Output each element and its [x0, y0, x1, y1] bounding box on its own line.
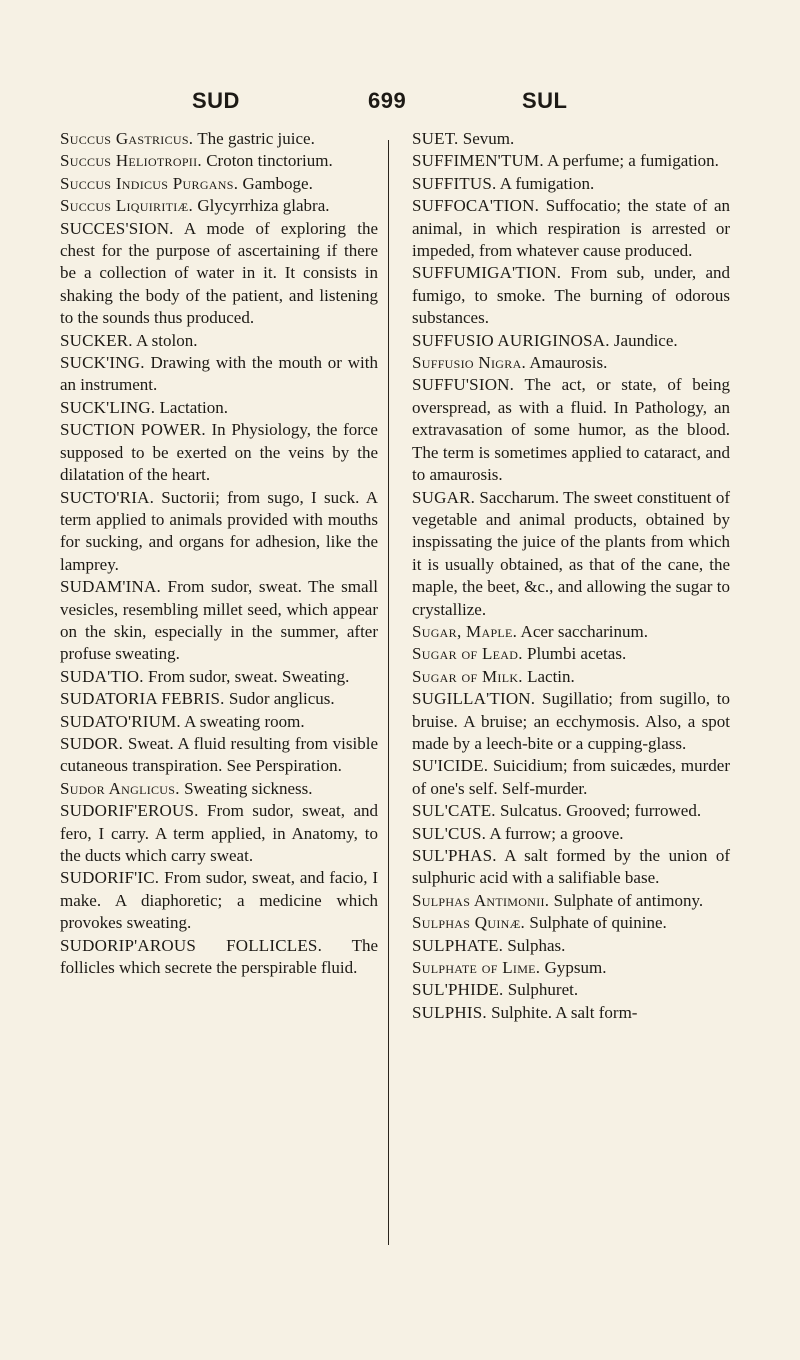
dictionary-entry	[60, 867, 378, 934]
dictionary-entry	[60, 195, 378, 217]
entry-headword: SUDORIF'EROUS.	[60, 801, 199, 821]
entry-definition: A sweating room.	[180, 711, 305, 731]
entry-headword: SUDORIF'IC.	[60, 868, 160, 888]
entry-definition: Acer saccharinum.	[517, 621, 648, 641]
entry-definition: From sudor, sweat, and facio, I make. A diaphoretic; a medicine which provokes sweating.	[60, 868, 378, 933]
dictionary-entry	[412, 487, 730, 621]
entry-definition: In Physiology, the force supposed to be exerted on the veins by the dilatation of the heart.	[60, 420, 378, 485]
dictionary-entry	[60, 576, 378, 666]
entry-headword: SUCK'ING.	[60, 353, 145, 373]
entry-definition: Sweat. A fluid resulting from visible cutaneous transpiration. See Perspiration.	[60, 733, 378, 776]
entry-definition: Gypsum.	[540, 958, 607, 978]
dictionary-entry	[412, 374, 730, 486]
dictionary-entry	[412, 1002, 730, 1024]
entry-headword: SUCTO'RIA.	[60, 487, 155, 507]
header-left-guide-word: SUD	[192, 88, 240, 113]
entry-definition: Sugillatio; from sugillo, to bruise. A bruise; an ecchymosis. Also, a spot made by a leech-bite or a cupping-glass.	[412, 689, 730, 753]
entry-headword: SUFFIMEN'TUM.	[412, 151, 544, 171]
entry-headword: Sulphas Quinæ.	[412, 913, 526, 933]
page-number: 699	[368, 88, 407, 113]
entry-headword: Succus Heliotropii.	[60, 151, 202, 171]
dictionary-entry	[412, 643, 730, 665]
entry-headword: SULPHIS.	[412, 1002, 487, 1022]
dictionary-entry	[412, 173, 730, 195]
dictionary-entry	[412, 957, 730, 979]
entry-definition: Amaurosis.	[526, 353, 608, 373]
entry-headword: SUL'PHIDE.	[412, 980, 504, 1000]
dictionary-entry	[60, 778, 378, 800]
entry-definition: Jaundice.	[609, 330, 678, 350]
entry-definition: Sulphite. A salt form-	[486, 1002, 638, 1022]
dictionary-entry	[412, 128, 730, 150]
dictionary-entry	[60, 419, 378, 486]
entry-headword: SUCK'LING.	[60, 397, 156, 417]
entry-headword: SUGAR.	[412, 487, 476, 507]
header-right-guide-word: SUL	[522, 88, 568, 113]
entry-definition: Sevum.	[458, 129, 515, 148]
entry-headword: SULPHATE.	[412, 935, 504, 955]
dictionary-entry	[412, 912, 730, 934]
dictionary-entry	[412, 890, 730, 912]
entry-definition: Gamboge.	[238, 173, 313, 193]
entry-headword: SUCCES'SION.	[60, 218, 174, 238]
entry-headword: SUL'PHAS.	[412, 846, 497, 865]
entry-definition: Glycyrrhiza glabra.	[193, 196, 330, 216]
entry-headword: Sulphas Antimonii.	[412, 890, 550, 910]
entry-headword: SUDATO'RIUM.	[60, 711, 181, 731]
entry-definition: The act, or state, of being overspread, as with a fluid. In Pathology, an extravasation of some humor, as the blood. The term is sometimes applied to cataract, and to amaurosis.	[412, 375, 730, 485]
running-header	[0, 88, 800, 118]
entry-headword: Succus Liquiritiæ.	[60, 196, 194, 216]
entry-headword: SUGILLA'TION.	[412, 689, 536, 709]
entry-definition: Saccharum. The sweet constituent of vegetable and animal products, obtained by inspissating the juice of the plants from which it is usually obtained, as that of the cane, the maple, the beet, &c., and allowing the sugar to crystallize.	[412, 487, 730, 619]
dictionary-entry	[412, 666, 730, 688]
dictionary-entry	[60, 800, 378, 867]
dictionary-entry	[412, 935, 730, 957]
entry-definition: From sudor, sweat. The small vesicles, resembling millet seed, which appear on the skin, especially in the summer, after profuse sweating.	[60, 577, 378, 664]
entry-definition: Plumbi acetas.	[522, 644, 627, 664]
dictionary-entry	[60, 352, 378, 397]
entry-headword: SU'ICIDE.	[412, 756, 489, 776]
entry-definition: A stolon.	[132, 330, 198, 350]
entry-definition: A salt formed by the union of sulphuric acid with a salifiable base.	[412, 846, 730, 888]
entry-headword: SUFFU'SION.	[412, 375, 515, 395]
entry-definition: From sub, under, and fumigo, to smoke. The burning of odorous substances.	[412, 263, 730, 328]
dictionary-entry	[60, 173, 378, 195]
entry-definition: From sudor, sweat. Sweating.	[143, 666, 350, 686]
entry-headword: Succus Gastricus.	[60, 129, 194, 148]
left-column	[60, 128, 378, 979]
entry-definition: Sulphas.	[503, 935, 566, 955]
entry-definition: Drawing with the mouth or with an instrument.	[60, 353, 378, 395]
entry-definition: Suffocatio; the state of an animal, in which respiration is arrested or impeded, from whatever cause produced.	[412, 196, 730, 261]
entry-headword: SUET.	[412, 129, 459, 148]
entry-headword: Sugar of Milk.	[412, 666, 523, 686]
dictionary-entry	[60, 935, 378, 980]
entry-definition: The gastric juice.	[193, 129, 315, 148]
entry-definition: Suicidium; from suicædes, murder of one's self. Self-murder.	[412, 756, 730, 798]
entry-definition: Sulcatus. Grooved; furrowed.	[495, 801, 702, 821]
dictionary-entry	[60, 150, 378, 172]
entry-definition: Sudor anglicus.	[224, 689, 335, 709]
entry-headword: Succus Indicus Purgans.	[60, 173, 239, 193]
entry-definition: A perfume; a fumigation.	[543, 151, 719, 171]
dictionary-entry	[60, 218, 378, 330]
dictionary-entry	[412, 823, 730, 845]
dictionary-entry	[412, 621, 730, 643]
entry-headword: SUCKER.	[60, 330, 133, 350]
entry-definition: A fumigation.	[496, 173, 595, 193]
dictionary-entry	[60, 688, 378, 710]
entry-definition: Sweating sickness.	[179, 778, 313, 798]
entry-headword: Sudor Anglicus.	[60, 778, 180, 798]
dictionary-entry	[412, 150, 730, 172]
entry-definition: Lactation.	[155, 397, 228, 417]
dictionary-entry	[60, 733, 378, 778]
dictionary-entry	[60, 397, 378, 419]
entry-headword: SUDAM'INA.	[60, 577, 161, 597]
entry-definition: Sulphate of quinine.	[525, 913, 667, 933]
entry-headword: SUDA'TIO.	[60, 666, 144, 686]
entry-headword: Sulphate of Lime.	[412, 958, 541, 978]
dictionary-entry	[412, 845, 730, 890]
dictionary-entry	[412, 979, 730, 1001]
dictionary-entry	[60, 330, 378, 352]
entry-headword: Sugar of Lead.	[412, 644, 523, 664]
entry-headword: SUDORIP'AROUS FOLLICLES.	[60, 935, 323, 955]
entry-headword: SUL'CUS.	[412, 823, 487, 843]
entry-definition: Sulphate of antimony.	[549, 890, 704, 910]
entry-headword: SUDATORIA FEBRIS.	[60, 689, 225, 709]
entry-headword: Suffusio Nigra.	[412, 353, 527, 373]
dictionary-entry	[412, 688, 730, 755]
dictionary-entry	[412, 755, 730, 800]
dictionary-entry	[412, 330, 730, 352]
dictionary-entry	[412, 352, 730, 374]
entry-definition: A furrow; a groove.	[486, 823, 624, 843]
entry-headword: Sugar, Maple.	[412, 621, 518, 641]
dictionary-entry	[60, 128, 378, 150]
right-column	[412, 128, 730, 1024]
dictionary-entry	[60, 711, 378, 733]
entry-definition: Croton tinctorium.	[201, 151, 333, 171]
entry-definition: Sulphuret.	[503, 980, 579, 1000]
entry-definition: The follicles which secrete the perspirable fluid.	[60, 935, 379, 978]
column-divider	[388, 140, 389, 1245]
entry-headword: SUL'CATE.	[412, 801, 496, 821]
dictionary-entry	[412, 262, 730, 329]
entry-definition: Suctorii; from sugo, I suck. A term applied to animals provided with mouths for sucking, and organs for adhesion, like the lamprey.	[60, 487, 378, 574]
entry-headword: SUCTION POWER.	[60, 420, 206, 440]
entry-definition: From sudor, sweat, and fero, I carry. A term applied, in Anatomy, to the ducts which carry sweat.	[60, 801, 378, 865]
dictionary-entry	[60, 666, 378, 688]
dictionary-entry	[412, 195, 730, 262]
entry-headword: SUDOR.	[60, 733, 124, 753]
entry-headword: SUFFITUS.	[412, 173, 497, 193]
dictionary-entry	[60, 487, 378, 577]
entry-headword: SUFFUMIGA'TION.	[412, 263, 562, 283]
entry-headword: SUFFOCA'TION.	[412, 196, 540, 216]
dictionary-entry	[412, 800, 730, 822]
entry-definition: Lactin.	[522, 666, 575, 686]
entry-definition: A mode of exploring the chest for the purpose of ascertaining if there be a collection of water in it. It consists in shaking the body of the patient, and listening to the sounds thus produced.	[60, 218, 378, 328]
entry-headword: SUFFUSIO AURIGINOSA.	[412, 330, 610, 350]
